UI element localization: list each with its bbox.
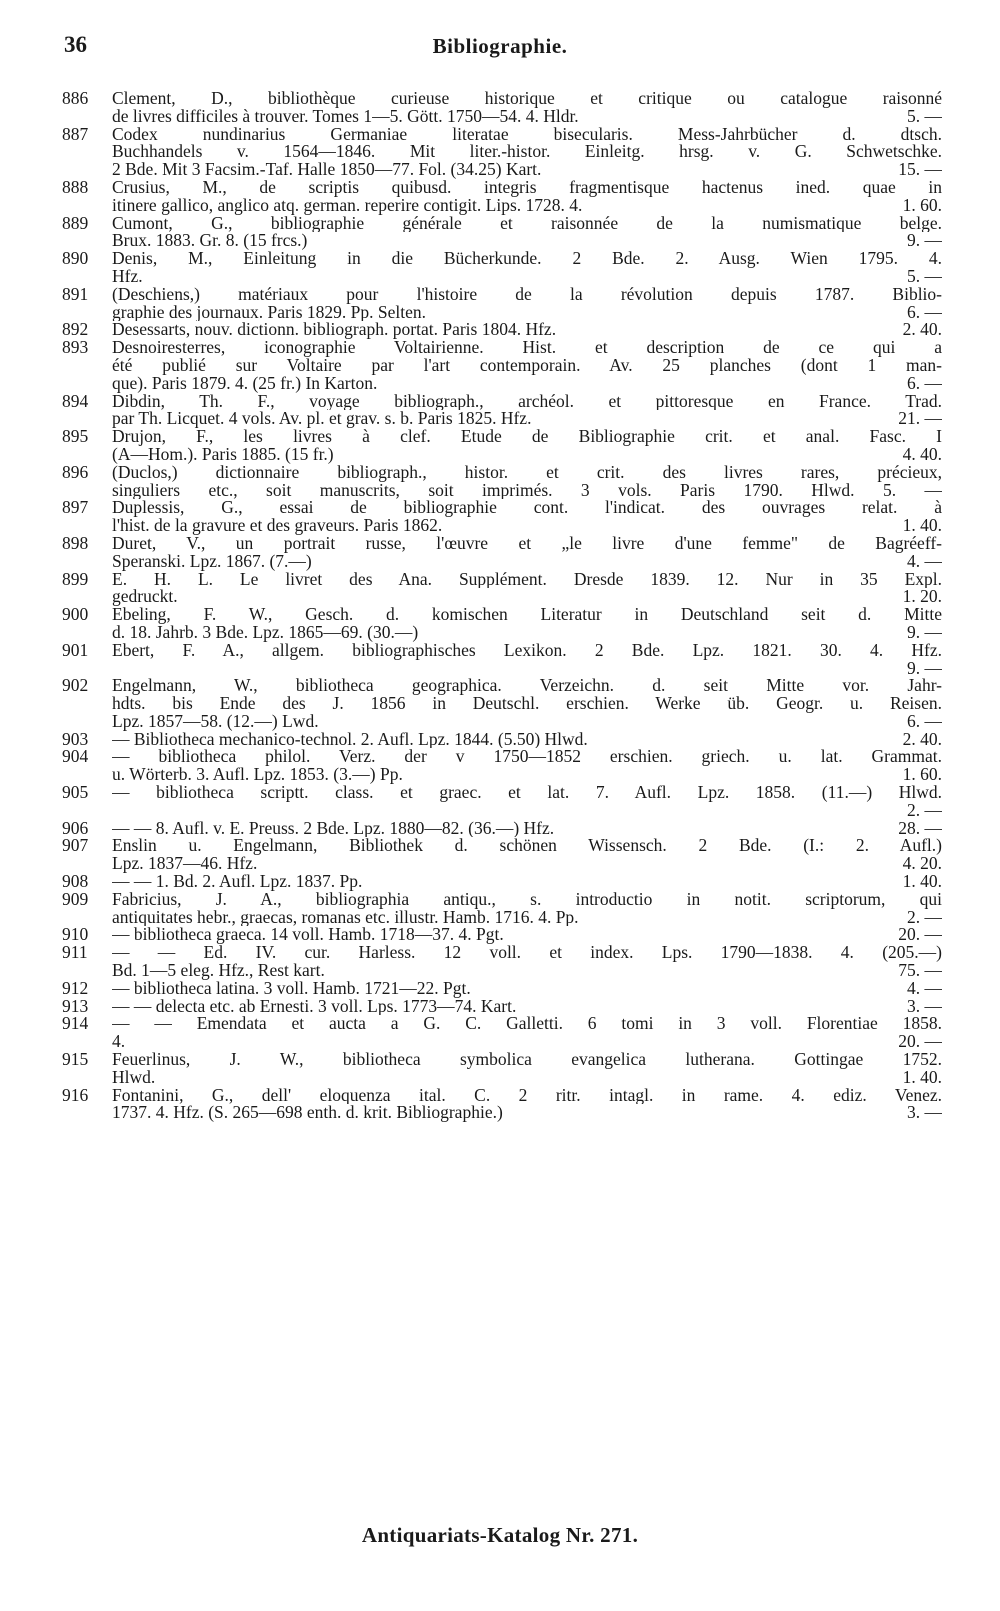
- entry-line: Fontanini, G., dell' eloquenza ital. C. 2 ritr. intagl. in rame. 4. ediz. Venez.: [112, 1086, 942, 1105]
- entry-line: Fabricius, J. A., bibliographia antiqu., s. introductio in notit. scriptorum, qui: [112, 890, 942, 909]
- catalog-entry: [62, 944, 942, 980]
- entry-line-text: Bd. 1—5 eleg. Hfz., Rest kart.: [112, 962, 325, 980]
- catalog-entry: [62, 837, 942, 873]
- catalog-entry: [62, 499, 942, 535]
- entry-line-text: 2 Bde. Mit 3 Facsim.-Taf. Halle 1850—77. Fol. (34.25) Kart.: [112, 161, 542, 179]
- catalog-entry: [62, 212, 942, 251]
- entry-line: [112, 820, 942, 838]
- entry-line: [112, 855, 942, 873]
- entry-number: 916: [62, 1084, 89, 1105]
- entry-number: 888: [62, 176, 89, 197]
- entry-text: [112, 748, 942, 784]
- entry-line: [112, 998, 942, 1016]
- entry-line: hdts. bis Ende des J. 1856 in Deutschl. erschien. Werke üb. Geogr. u. Reisen.: [112, 695, 942, 713]
- entry-line: [112, 375, 942, 393]
- entry-line: [112, 713, 942, 731]
- entry-text: [112, 1087, 942, 1123]
- entry-line: [112, 321, 942, 339]
- catalog-entry: [62, 639, 942, 678]
- catalog-entry: [62, 532, 942, 571]
- catalog-entry: [62, 677, 942, 730]
- entry-price: 9. —: [907, 623, 942, 642]
- entry-line: Denis, M., Einleitung in die Bücherkunde. 2 Bde. 2. Ausg. Wien 1795. 4.: [112, 250, 942, 268]
- entry-price: 5. —: [907, 107, 942, 126]
- entry-number: 893: [62, 337, 89, 358]
- catalog-entry: [62, 926, 942, 944]
- catalog-entry: [62, 784, 942, 820]
- entry-text: [112, 535, 942, 571]
- entry-number: 906: [62, 817, 89, 838]
- entry-price: 4. —: [907, 552, 942, 571]
- entry-line: [112, 980, 942, 998]
- entry-number: 901: [62, 639, 89, 660]
- entry-line-text: — bibliotheca graeca. 14 voll. Hamb. 1718—37. 4. Pgt.: [112, 926, 504, 945]
- catalog-entry: [62, 250, 942, 286]
- entry-price: 15. —: [898, 161, 942, 179]
- entry-line-text: antiquitates hebr., graecas, romanas etc. illustr. Hamb. 1716. 4. Pp.: [112, 908, 579, 927]
- entry-price: 1. 60.: [902, 766, 942, 785]
- catalog-entry: [62, 728, 942, 749]
- entry-line: [112, 232, 942, 250]
- entry-line: — — Ed. IV. cur. Harless. 12 voll. et index. Lps. 1790—1838. 4. (205.—): [112, 944, 942, 963]
- entry-price: 1. 40.: [902, 1068, 942, 1087]
- entry-price: 1. 40.: [902, 517, 942, 535]
- entry-line: [112, 802, 942, 820]
- entry-number: 903: [62, 728, 89, 749]
- catalog-entry: [62, 748, 942, 784]
- entry-line: Duret, V., un portrait russe, l'œuvre et „le livre d'une femme" de Bagréeff-: [112, 534, 942, 553]
- entry-line: [112, 624, 942, 642]
- entry-line-text: — bibliotheca latina. 3 voll. Hamb. 1721—22. Pgt.: [112, 979, 471, 998]
- entry-number: 892: [62, 319, 89, 340]
- catalog-entry: [62, 1051, 942, 1087]
- entry-line-text: — — delecta etc. ab Ernesti. 3 voll. Lps. 1773—74. Kart.: [112, 997, 517, 1016]
- catalog-entry: [62, 606, 942, 642]
- catalog-entry: [62, 390, 942, 429]
- entry-line: Cumont, G., bibliographie générale et raisonnée de la numismatique belge.: [112, 214, 942, 233]
- entry-line-text: 4.: [112, 1033, 126, 1052]
- entry-text: [112, 393, 942, 429]
- entry-text: [112, 90, 942, 126]
- entry-line: [112, 588, 942, 606]
- entry-line: Buchhandels v. 1564—1846. Mit liter.-histor. Einleitg. hrsg. v. G. Schwetschke.: [112, 143, 942, 162]
- entry-number: 902: [62, 675, 89, 696]
- entry-text: [112, 215, 942, 251]
- entry-line: [112, 517, 942, 535]
- entry-text: [112, 571, 942, 607]
- entry-number: 897: [62, 497, 89, 518]
- entry-line-text: — — 1. Bd. 2. Aufl. Lpz. 1837. Pp.: [112, 873, 363, 891]
- entry-line: Ebeling, F. W., Gesch. d. komischen Literatur in Deutschland seit d. Mitte: [112, 606, 942, 624]
- entry-line-text: l'hist. de la gravure et des graveurs. Paris 1862.: [112, 517, 443, 535]
- entry-line: Feuerlinus, J. W., bibliotheca symbolica evangelica lutherana. Gottingae 1752.: [112, 1051, 942, 1069]
- entry-line: (Deschiens,) matériaux pour l'histoire de la révolution depuis 1787. Biblio-: [112, 285, 942, 304]
- entry-line: [112, 108, 942, 126]
- entry-number: 890: [62, 248, 89, 269]
- entry-text: [112, 944, 942, 980]
- entry-number: 909: [62, 888, 89, 909]
- entry-text: [112, 837, 942, 873]
- entry-line-text: Speranski. Lpz. 1867. (7.—): [112, 552, 312, 571]
- entry-number: 915: [62, 1049, 89, 1070]
- entry-price: 3. —: [907, 1104, 942, 1123]
- entry-number: 895: [62, 426, 89, 447]
- entry-text: [112, 677, 942, 730]
- entry-line-text: d. 18. Jahrb. 3 Bde. Lpz. 1865—69. (30.—): [112, 623, 419, 642]
- entry-price: 4. —: [907, 979, 942, 998]
- entry-line: [112, 1104, 942, 1122]
- entry-number: 896: [62, 461, 89, 482]
- entry-price: 21. —: [898, 410, 942, 429]
- page-footer: Antiquariats-Katalog Nr. 271.: [361, 1523, 639, 1547]
- catalog-entry: [62, 888, 942, 927]
- entry-price: 2. —: [907, 908, 942, 927]
- entry-text: [112, 998, 942, 1016]
- entry-price: 9. —: [907, 659, 942, 678]
- entry-line: [112, 268, 942, 286]
- entry-line-text: Brux. 1883. Gr. 8. (15 frcs.): [112, 232, 308, 251]
- entry-line: [112, 161, 942, 179]
- entry-price: 2. 40.: [902, 730, 942, 749]
- entry-text: [112, 606, 942, 642]
- entry-text: [112, 1015, 942, 1051]
- running-head: Bibliographie.: [432, 34, 568, 58]
- entry-number: 912: [62, 977, 89, 998]
- entry-text: [112, 873, 942, 891]
- entry-line: [112, 1033, 942, 1051]
- catalog-entry: [62, 321, 942, 339]
- entry-line: (Duclos,) dictionnaire bibliograph., histor. et crit. des livres rares, précieux,: [112, 463, 942, 482]
- entry-line: [112, 446, 942, 464]
- entry-line: [112, 410, 942, 428]
- entry-price: 28. —: [898, 819, 942, 838]
- entry-line-text: Desessarts, nouv. dictionn. bibliograph. portat. Paris 1804. Hfz.: [112, 321, 557, 340]
- entry-number: 904: [62, 746, 89, 767]
- entry-price: 2. —: [907, 801, 942, 820]
- entry-price: 4. 40.: [902, 445, 942, 464]
- entry-price: 9. —: [907, 232, 942, 251]
- entry-line: Drujon, F., les livres à clef. Etude de Bibliographie crit. et anal. Fasc. I: [112, 428, 942, 446]
- entry-line-text: par Th. Licquet. 4 vols. Av. pl. et grav. s. b. Paris 1825. Hfz.: [112, 410, 532, 429]
- entry-line-text: de livres difficiles à trouver. Tomes 1—5. Gött. 1750—54. 4. Hldr.: [112, 107, 579, 126]
- entry-line-text: u. Wörterb. 3. Aufl. Lpz. 1853. (3.—) Pp.: [112, 766, 403, 785]
- entry-number: 914: [62, 1013, 89, 1034]
- entry-line: [112, 766, 942, 784]
- entry-line: [112, 553, 942, 571]
- entry-text: [112, 784, 942, 820]
- entry-text: [112, 926, 942, 944]
- entry-line-text: Hfz.: [112, 267, 143, 286]
- entry-line: — — Emendata et aucta a G. C. Galletti. 6 tomi in 3 voll. Florentiae 1858.: [112, 1015, 942, 1034]
- catalog-entry: [62, 1015, 942, 1051]
- entry-text: [112, 321, 942, 339]
- entry-line: Crusius, M., de scriptis quibusd. integris fragmentisque hactenus ined. quae in: [112, 178, 942, 197]
- entry-line: Clement, D., bibliothèque curieuse historique et critique ou catalogue raisonné: [112, 90, 942, 108]
- entry-line-text: 1737. 4. Hfz. (S. 265—698 enth. d. krit. Bibliographie.): [112, 1104, 503, 1123]
- catalog-entry: [62, 428, 942, 464]
- entry-number: 905: [62, 782, 89, 803]
- entry-text: [112, 891, 942, 927]
- entry-line: E. H. L. Le livret des Ana. Supplément. Dresde 1839. 12. Nur in 35 Expl.: [112, 570, 942, 589]
- entry-price: 1. 60.: [902, 196, 942, 215]
- entry-line: — bibliotheca philol. Verz. der v 1750—1852 erschien. griech. u. lat. Grammat.: [112, 748, 942, 767]
- entry-line: [112, 304, 942, 322]
- entry-price: 4. 20.: [902, 855, 942, 874]
- entry-line: Engelmann, W., bibliotheca geographica. Verzeichn. d. seit Mitte vor. Jahr-: [112, 677, 942, 696]
- entry-text: [112, 980, 942, 998]
- catalog-entry: [62, 123, 942, 179]
- entry-price: 3. —: [907, 997, 942, 1016]
- entry-line: Dibdin, Th. F., voyage bibliograph., archéol. et pittoresque en France. Trad.: [112, 392, 942, 411]
- entry-line-text: gedruckt.: [112, 588, 178, 607]
- page-header: [64, 32, 936, 62]
- entry-line: été publié sur Voltaire par l'art contemporain. Av. 25 planches (dont 1 man-: [112, 356, 942, 375]
- entry-line: [112, 873, 942, 891]
- catalog-entry: [62, 1084, 942, 1123]
- catalog-entry: [62, 977, 942, 998]
- entry-number: 887: [62, 123, 89, 144]
- entry-number: 894: [62, 390, 89, 411]
- entry-price: 6. —: [907, 303, 942, 322]
- catalog-entry: [62, 339, 942, 392]
- catalog-entry: [62, 817, 942, 838]
- entry-line: singuliers etc., soit manuscrits, soit imprimés. 3 vols. Paris 1790. Hlwd. 5. —: [112, 481, 942, 500]
- entry-text: [112, 179, 942, 215]
- entry-price: 5. —: [907, 267, 942, 286]
- entry-number: 900: [62, 604, 89, 625]
- entry-line: [112, 660, 942, 678]
- entry-number: 898: [62, 532, 89, 553]
- entry-price: 20. —: [898, 926, 942, 945]
- catalog-entry: [62, 283, 942, 322]
- entry-text: [112, 286, 942, 322]
- entry-line: — bibliotheca scriptt. class. et graec. et lat. 7. Aufl. Lpz. 1858. (11.—) Hlwd.: [112, 784, 942, 802]
- entry-number: 913: [62, 995, 89, 1016]
- entry-text: [112, 126, 942, 179]
- entry-price: 1. 20.: [902, 588, 942, 607]
- entry-price: 2. 40.: [902, 321, 942, 340]
- entry-line-text: — Bibliotheca mechanico-technol. 2. Aufl. Lpz. 1844. (5.50) Hlwd.: [112, 730, 588, 749]
- entry-price: 20. —: [898, 1033, 942, 1052]
- entry-number: 908: [62, 871, 89, 892]
- entry-line: Codex nundinarius Germaniae literatae bisecularis. Mess-Jahrbücher d. dtsch.: [112, 125, 942, 144]
- entry-line: [112, 962, 942, 980]
- entry-text: [112, 339, 942, 392]
- entry-text: [112, 731, 942, 749]
- page-number: 36: [64, 32, 87, 57]
- entry-number: 911: [62, 942, 88, 963]
- catalog-entry: [62, 90, 942, 126]
- entry-list: [62, 90, 942, 1122]
- entry-line: [112, 1069, 942, 1087]
- entry-text: [112, 642, 942, 678]
- entry-number: 886: [62, 88, 89, 108]
- entry-line: Ebert, F. A., allgem. bibliographisches Lexikon. 2 Bde. Lpz. 1821. 30. 4. Hfz.: [112, 641, 942, 660]
- entry-line: [112, 731, 942, 749]
- entry-line: Desnoiresterres, iconographie Voltairienne. Hist. et description de ce qui a: [112, 339, 942, 357]
- catalog-entry: [62, 176, 942, 215]
- entry-price: 6. —: [907, 374, 942, 393]
- entry-number: 889: [62, 212, 89, 233]
- catalog-entry: [62, 568, 942, 607]
- entry-line: Enslin u. Engelmann, Bibliothek d. schönen Wissensch. 2 Bde. (I.: 2. Aufl.): [112, 837, 942, 856]
- entry-line: [112, 197, 942, 215]
- entry-price: 1. 40.: [902, 873, 942, 891]
- entry-number: 907: [62, 835, 89, 856]
- entry-line-text: Lpz. 1837—46. Hfz.: [112, 855, 258, 874]
- entry-line-text: graphie des journaux. Paris 1829. Pp. Selten.: [112, 303, 426, 322]
- catalog-entry: [62, 995, 942, 1016]
- entry-line-text: (A—Hom.). Paris 1885. (15 fr.): [112, 445, 334, 464]
- entry-text: [112, 820, 942, 838]
- entry-text: [112, 250, 942, 286]
- entry-line-text: — — 8. Aufl. v. E. Preuss. 2 Bde. Lpz. 1880—82. (36.—) Hfz.: [112, 819, 555, 838]
- entry-line-text: Lpz. 1857—58. (12.—) Lwd.: [112, 712, 319, 731]
- entry-line: [112, 926, 942, 944]
- entry-number: 910: [62, 924, 89, 945]
- entry-text: [112, 499, 942, 535]
- entry-number: 891: [62, 283, 89, 304]
- catalog-entry: [62, 873, 942, 891]
- entry-line-text: itinere gallico, anglico atq. german. reperire contigit. Lips. 1728. 4.: [112, 196, 583, 215]
- entry-number: 899: [62, 568, 89, 589]
- entry-text: [112, 428, 942, 464]
- entry-text: [112, 1051, 942, 1087]
- entry-price: 6. —: [907, 712, 942, 731]
- entry-price: 75. —: [898, 962, 942, 980]
- entry-line: [112, 909, 942, 927]
- catalog-entry: [62, 461, 942, 500]
- entry-line: Duplessis, G., essai de bibliographie cont. l'indicat. des ouvrages relat. à: [112, 499, 942, 518]
- entry-text: [112, 464, 942, 500]
- entry-line-text: Hlwd.: [112, 1068, 156, 1087]
- entry-line-text: que). Paris 1879. 4. (25 fr.) In Karton.: [112, 374, 378, 393]
